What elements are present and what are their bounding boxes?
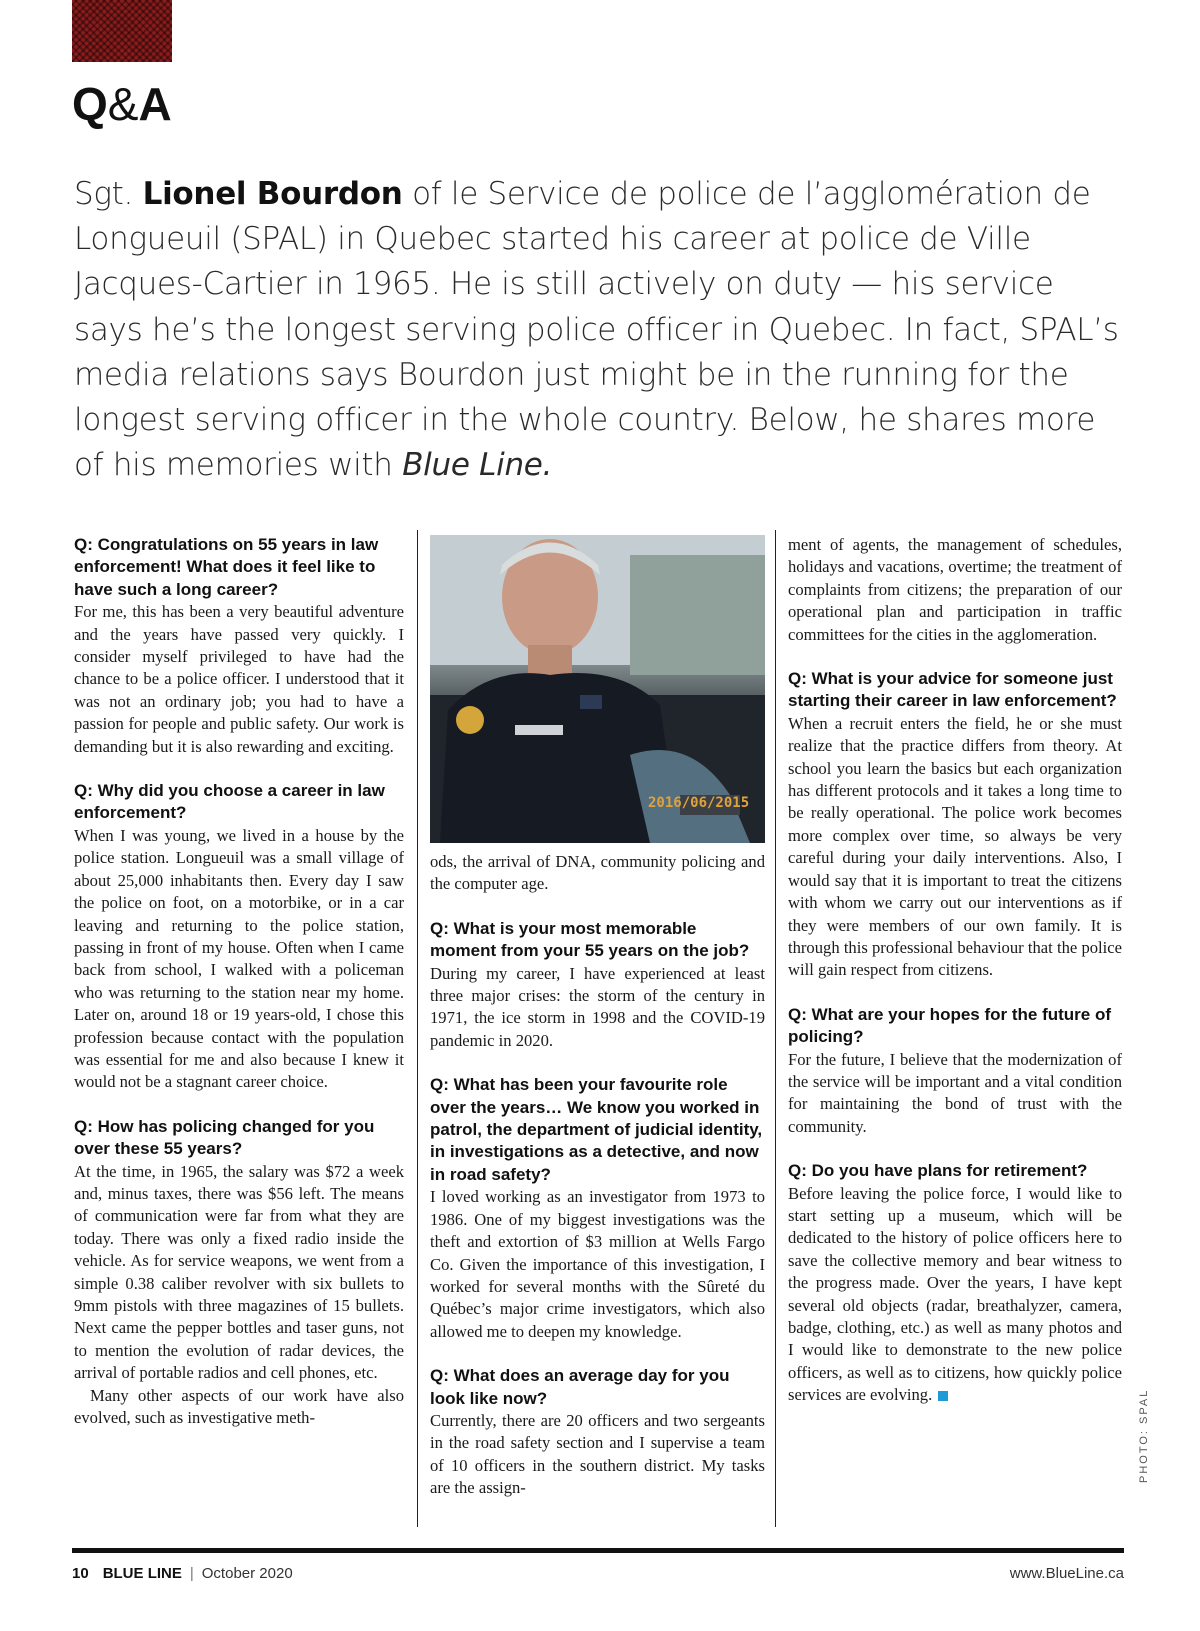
photo-credit: PHOTO: SPAL [1138, 1388, 1150, 1483]
answer: At the time, in 1965, the salary was $72 a week and, minus taxes, there was $56 left. The means of communication were far from what they are today. There was only a fixed radio inside the vehicle. As for service weapons, we went from a simple 0.38 caliber revolver with six bullets to 9mm pistols with three magazines of 15 bullets. Next came the pepper bottles and taser guns, not to mention the evolution of radar devices, the arrival of portable radios and cell phones, etc. [74, 1161, 404, 1383]
question: Q: What is your advice for someone just starting their career in law enforcement? [788, 669, 1117, 711]
footer-separator: | [189, 1565, 194, 1582]
page-footer [72, 1565, 1124, 1582]
question: Q: What has been your favourite role over the years… We know you worked in patrol, the department of judicial identity, in investigations as a detective, and now in road safety? [430, 1075, 763, 1184]
officer-photo [430, 535, 765, 843]
section-title: Q&A [72, 78, 172, 130]
intro-text: of le Service de police de l’agglomération de Longueuil (SPAL) in Quebec started his career at police de Ville Jacques-Cartier in 1965. He is still actively on duty — his service says he’s the longest serving police officer in Quebec. In fact, SPAL’s media relations says Bourdon just might be in the running for the longest serving officer in the whole country. Below, he shares more of his memories with [74, 176, 1119, 484]
column-divider [775, 530, 776, 1527]
page-number: 10 [72, 1565, 89, 1582]
answer: For the future, I believe that the modernization of the service will be important and a vital condition for maintaining the bond of trust with the community. [788, 1049, 1122, 1136]
question: Q: What does an average day for you look like now? [430, 1366, 730, 1408]
intro-publication: Blue Line. [402, 447, 553, 484]
intro-paragraph [74, 172, 1124, 488]
answer: For me, this has been a very beautiful adventure and the years have passed very quickly. I consider myself privileged to have had the chance to be a police officer. I understood that it was not an ordinary job; you had to have a passion for people and public safety. Our work is demanding but it is also rewarding and exciting. [74, 602, 404, 756]
answer: During my career, I have experienced at least three major crises: the storm of the century in 1971, the ice storm in 1998 and the COVID-19 pandemic in 2020. [430, 963, 765, 1050]
question: Q: Congratulations on 55 years in law enforcement! What does it feel like to have such a long career? [74, 535, 379, 599]
answer: When a recruit enters the field, he or she must realize that the practice differs from theory. At school you learn the basics but each organization has different protocols and it takes a long time to be really operational. The police work becomes more complex over time, so always be very careful during your daily interventions. Also, I would say that it is important to treat the citizens with whom we carry out our interventions as if they were members of our own family. It is through this professional behaviour that the police will gain respect from citizens. [788, 713, 1122, 980]
answer-continued: Many other aspects of our work have also evolved, such as investigative meth- [74, 1385, 404, 1428]
question: Q: Why did you choose a career in law enforcement? [74, 781, 385, 823]
question: Q: Do you have plans for retirement? [788, 1161, 1088, 1181]
answer-continued: ods, the arrival of DNA, community policing and the computer age. [430, 852, 765, 894]
intro-rank: Sgt. [74, 176, 134, 212]
article-column-2 [430, 535, 765, 1500]
header-red-block [72, 0, 172, 62]
answer-continued: ment of agents, the management of schedules, holidays and vacations, overtime; the treatment of complaints from citizens; the preparation of our operational plan and participation in traffic committees for the cities in the agglomeration. [788, 535, 1122, 644]
answer: Currently, there are 20 officers and two sergeants in the road safety section and I supervise a team of 10 officers in the southern district. My tasks are the assign- [430, 1410, 765, 1498]
end-mark-icon [938, 1391, 948, 1401]
website-url: www.BlueLine.ca [1009, 1565, 1124, 1582]
question: Q: What is your most memorable moment from your 55 years on the job? [430, 918, 750, 961]
answer: When I was young, we lived in a house by the police station. Longueuil was a small village of about 25,000 inhabitants then. Every day I saw the police on foot, on a motorbike, or in a car leaving and returning to the police station, passing in front of my house. Often when I came back from school, I walked with a policeman who was returning to the station near my home. Later on, around 18 or 19 years-old, I chose this profession because contact with the population was essential for me and also because I knew it would not be a stagnant career choice. [74, 825, 404, 1092]
question: Q: How has policing changed for you over these 55 years? [74, 1116, 375, 1159]
intro-name: Lionel Bourdon [142, 176, 403, 212]
answer: I loved working as an investigator from 1973 to 1986. One of my biggest investigations was the theft and extortion of $3 million at Wells Fargo Co. Given the importance of this investigation, I worked for several months with the Sûreté du Québec’s major crime investigators, which also allowed me to deepen my knowledge. [430, 1187, 765, 1341]
question: Q: What are your hopes for the future of policing? [788, 1004, 1112, 1047]
footer-rule [72, 1548, 1124, 1553]
photo-date-stamp: 2016/06/2015 [648, 795, 750, 811]
article-column-1 [74, 534, 404, 1429]
magazine-name: BLUE LINE [102, 1565, 182, 1582]
answer-text: Before leaving the police force, I would like to start setting up a museum, which will be dedicated to the history of police officers here to save the collective memory and bear witness to the progress made. Over the years, I have kept several old objects (radar, breathalyzer, camera, badge, clothing, etc.) as well as many photos and I would like to demonstrate to the new police officers, as well as to citizens, how quickly police services are evolving. [788, 1183, 1122, 1405]
article-column-3 [788, 534, 1122, 1407]
column-divider [417, 530, 418, 1527]
answer [788, 1183, 1122, 1407]
issue-date: October 2020 [201, 1565, 293, 1582]
